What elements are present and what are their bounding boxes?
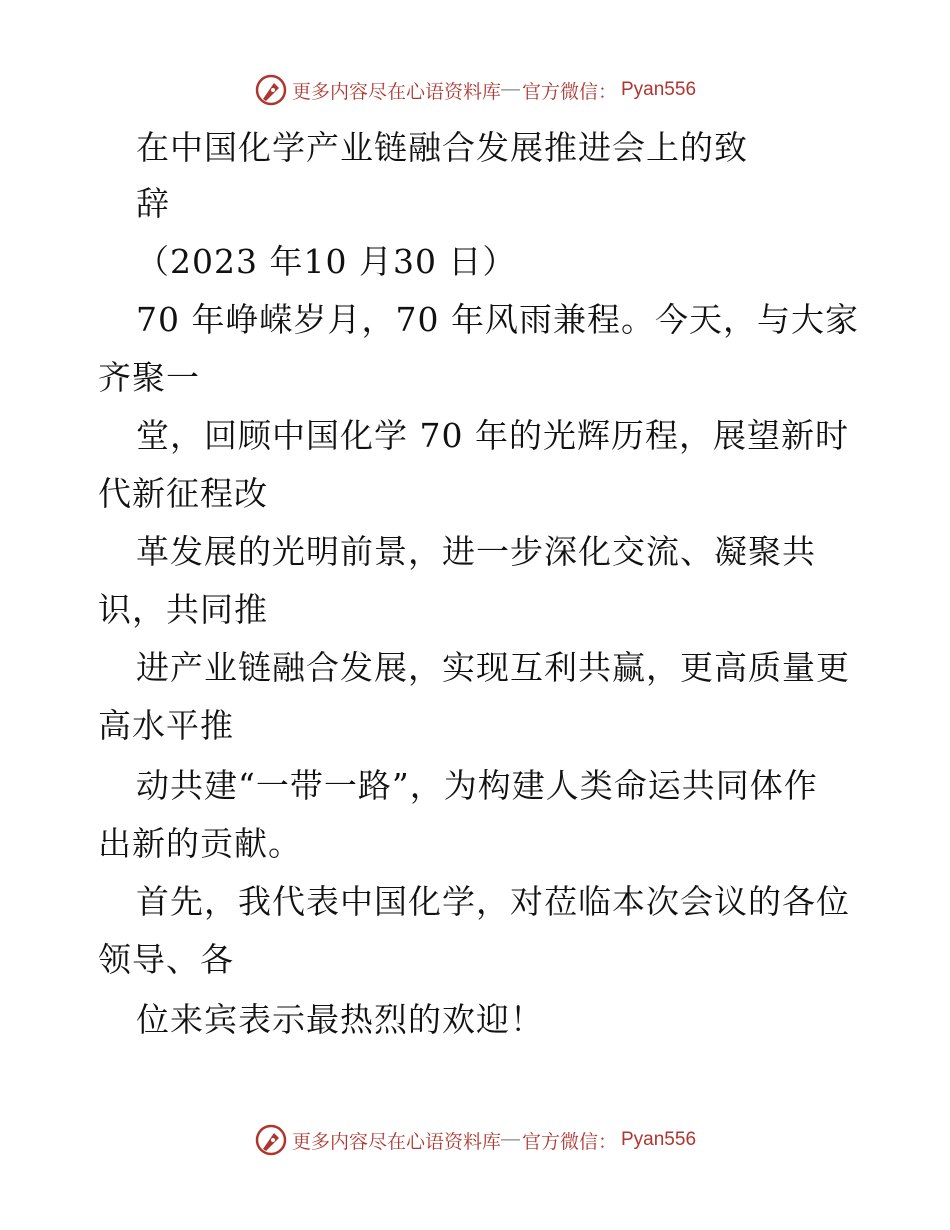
watermark-handle: Pyan556: [621, 1129, 697, 1150]
paragraph-line: 位来宾表示最热烈的欢迎！: [136, 1000, 544, 1039]
paragraph-line: 齐聚一: [98, 358, 200, 397]
watermark-text: 更多内容尽在心语资料库: [291, 80, 501, 103]
watermark-separator: —: [500, 1129, 520, 1150]
watermark-banner-bottom: [0, 1120, 950, 1160]
paragraph-line: 出新的贡献。: [98, 824, 302, 863]
paragraph-line: 堂，回顾中国化学 70 年的光辉历程，展望新时: [136, 416, 849, 455]
pen-nib-icon: [254, 1123, 288, 1157]
paragraph-line: 动共建“一带一路”，为构建人类命运共同体作: [136, 766, 818, 805]
watermark-wechat-label: 官方微信：: [521, 80, 617, 103]
document-date: （2023 年10 月30 日）: [136, 242, 517, 281]
document-title-line-1: 在中国化学产业链融合发展推进会上的致: [136, 128, 748, 167]
paragraph-line: 高水平推: [98, 706, 234, 745]
document-title-line-2: 辞: [136, 184, 170, 223]
watermark-banner-top: [0, 70, 950, 110]
paragraph-line: 代新征程改: [98, 474, 268, 513]
paragraph-line: 识，共同推: [98, 590, 268, 629]
watermark-wechat-label: 官方微信：: [521, 1130, 617, 1153]
paragraph-line: 首先，我代表中国化学，对莅临本次会议的各位: [136, 882, 850, 921]
watermark-text: 更多内容尽在心语资料库: [291, 1130, 501, 1153]
watermark-handle: Pyan556: [621, 79, 697, 100]
watermark-separator: —: [500, 79, 520, 100]
paragraph-line: 革发展的光明前景，进一步深化交流、凝聚共: [136, 532, 816, 571]
paragraph-line: 70 年峥嵘岁月，70 年风雨兼程。今天，与大家: [136, 300, 859, 339]
paragraph-line: 领导、各: [98, 940, 234, 979]
pen-nib-icon: [254, 73, 288, 107]
paragraph-line: 进产业链融合发展，实现互利共赢，更高质量更: [136, 648, 850, 687]
